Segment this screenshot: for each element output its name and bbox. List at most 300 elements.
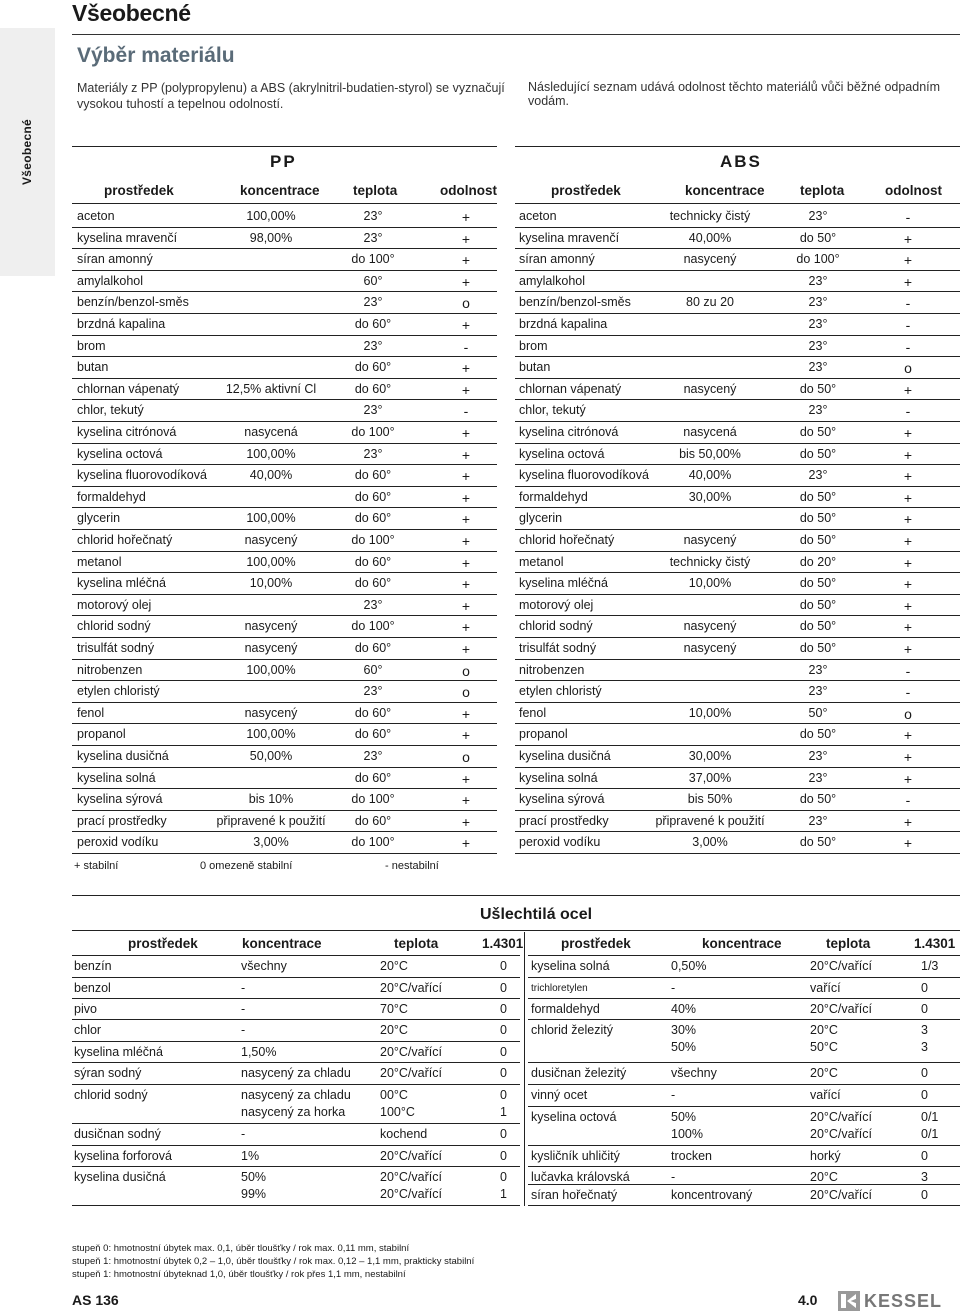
abs-cell-concentration: nasycená <box>683 425 737 439</box>
steel-title: Ušlechtilá ocel <box>480 906 593 923</box>
footnotes <box>72 1242 474 1281</box>
pp-cell-medium: nitrobenzen <box>77 662 143 677</box>
abs-cell-temperature: 23° <box>808 770 828 785</box>
abs-cell-resistance: + <box>903 273 913 290</box>
pp-cell-medium: formaldehyd <box>77 489 146 504</box>
pp-cell-concentration: 100,00% <box>246 511 296 526</box>
pp-cell-concentration: 100,00% <box>246 662 296 677</box>
steel-left-cell-temperature: 20°C/vařící <box>380 1045 442 1059</box>
abs-cell-temperature: 23° <box>808 273 828 288</box>
pp-cell-resistance: + <box>461 209 471 225</box>
steel-right-cell-concentration: koncentrovaný <box>671 1188 753 1202</box>
abs-cell-resistance: + <box>903 425 913 441</box>
section-heading: Výběr materiálu <box>77 44 235 67</box>
steel-right-cell-concentration: 0,50% <box>671 959 707 973</box>
steel-bottom-rule-right <box>528 1205 960 1206</box>
steel-right-cell-concentration: všechny <box>671 1066 717 1080</box>
steel-right-cell-medium: kyselina solná <box>531 959 610 973</box>
steel-left-cell-medium: chlor <box>74 1023 102 1037</box>
pp-cell-medium: peroxid vodíku <box>77 835 159 850</box>
abs-cell-medium: kyselina mléčná <box>519 576 608 591</box>
steel-right-cell-medium: dusičnan železitý <box>531 1066 627 1080</box>
pp-cell-medium: brzdná kapalina <box>77 317 166 331</box>
steel-right-cell-grade: 0 <box>921 981 928 995</box>
steel-column-divider <box>524 932 525 1206</box>
abs-cell-concentration: nasycený <box>683 619 737 634</box>
table-row <box>0 205 960 226</box>
abs-cell-concentration: 80 zu 20 <box>686 295 734 310</box>
pp-cell-resistance: + <box>461 360 471 377</box>
abs-cell-temperature: 23° <box>808 662 828 677</box>
abs-cell-resistance: + <box>903 511 913 528</box>
steel-left-cell-temperature: 70°C <box>380 1002 408 1016</box>
abs-cell-medium: kyselina mravenčí <box>519 230 620 245</box>
abs-cell-medium: síran amonný <box>519 252 595 267</box>
abs-header-rule <box>515 203 960 204</box>
table-row <box>0 680 960 701</box>
steel-right-cell-concentration: - <box>671 1170 676 1184</box>
pp-cell-resistance: + <box>461 489 471 506</box>
abs-cell-temperature: 23° <box>808 209 828 223</box>
steel-right-cell-temperature: 20°C/vařící <box>810 1188 872 1202</box>
pp-cell-temperature: 23° <box>363 749 383 763</box>
pp-cell-resistance: o <box>462 295 470 312</box>
legend-unstable: - nestabilní <box>385 860 439 872</box>
table-row <box>0 615 960 636</box>
steel-left-cell-grade: 0 1 <box>500 1170 507 1201</box>
abs-cell-temperature: do 50° <box>799 425 837 439</box>
pp-header-medium: prostředek <box>104 183 174 198</box>
pp-cell-concentration: připravené k použití <box>216 813 326 828</box>
steel-right-cell-medium: trichloretylen <box>531 983 588 994</box>
pp-cell-resistance: + <box>461 317 471 333</box>
intro-right: Následující seznam udává odolnost těchto materiálů vůči běžné odpadním vodám. <box>528 80 941 108</box>
abs-cell-concentration: bis 50,00% <box>679 446 741 461</box>
pp-title: PP <box>270 152 297 171</box>
row-divider <box>72 1123 520 1124</box>
legend-stable: + stabilní <box>74 860 119 872</box>
row-divider <box>528 1166 960 1167</box>
row-divider <box>72 1084 520 1085</box>
steel-left-cell-medium: kyselina dusičná <box>74 1170 166 1184</box>
row-divider <box>72 977 520 978</box>
table-row <box>0 227 960 248</box>
steel-right-cell-grade: 3 <box>921 1170 928 1184</box>
abs-cell-medium: benzín/benzol-směs <box>519 295 631 310</box>
intro-left: Materiály z PP (polypropylenu) a ABS (akrylnitril-budatien-styrol) se vyznačují vysokou tuhostí a tepelnou odolností. <box>77 81 505 111</box>
row-divider <box>72 853 497 854</box>
steel-left-cell-medium: chlorid sodný <box>74 1088 148 1102</box>
steel-left-cell-temperature: 20°C/vařící <box>380 981 442 995</box>
pp-cell-resistance: + <box>461 252 471 269</box>
footnote: stupeň 0: hmotnostní úbytek max. 0,1, úběr tloušťky / rok max. 0,11 mm, stabilní <box>72 1243 410 1254</box>
abs-cell-concentration: 10,00% <box>688 705 732 720</box>
table-row <box>0 810 960 831</box>
steel-right-cell-grade: 3 3 <box>921 1023 928 1054</box>
row-divider <box>515 853 960 854</box>
abs-cell-concentration: nasycený <box>683 533 737 547</box>
pp-header-concentration: koncentrace <box>240 183 320 198</box>
row-divider <box>72 1041 520 1042</box>
pp-cell-temperature: do 100° <box>351 619 395 634</box>
pp-cell-medium: metanol <box>77 554 122 569</box>
abs-cell-concentration: 40,00% <box>688 230 732 245</box>
pp-cell-temperature: do 60° <box>354 381 392 396</box>
abs-cell-temperature: do 50° <box>799 230 837 245</box>
steel-left-header-concentration: koncentrace <box>242 936 322 951</box>
steel-right-cell-concentration: 50% 100% <box>671 1110 703 1141</box>
abs-cell-concentration: technicky čistý <box>669 209 751 223</box>
abs-cell-resistance: + <box>903 749 913 765</box>
steel-right-header-grade: 1.4301 <box>914 936 956 951</box>
steel-left-cell-temperature: kochend <box>380 1127 428 1141</box>
row-divider <box>528 1062 960 1063</box>
steel-right-cell-medium: síran hořečnatý <box>531 1188 618 1202</box>
pp-cell-resistance: + <box>461 533 471 549</box>
pp-cell-temperature: 23° <box>363 209 383 223</box>
steel-right-cell-medium: chlorid železitý <box>531 1023 613 1037</box>
abs-cell-medium: prací prostředky <box>519 813 609 828</box>
abs-cell-temperature: do 50° <box>799 489 837 504</box>
abs-cell-concentration: bis 50% <box>687 792 733 807</box>
footnote: stupeň 1: hmotnostní úbytek 0,2 – 1,0, úběr tloušťky / rok max. 0,12 – 1,1 mm, prakticky stabilní <box>72 1256 475 1267</box>
steel-left-cell-grade: 0 <box>500 959 507 973</box>
abs-cell-medium: chlorid sodný <box>519 619 593 634</box>
abs-cell-resistance: + <box>903 641 913 657</box>
abs-cell-resistance: + <box>903 468 913 485</box>
table-row <box>0 464 960 485</box>
pp-cell-concentration: 100,00% <box>246 209 296 223</box>
abs-cell-medium: kyselina solná <box>519 770 598 785</box>
table-row <box>0 421 960 442</box>
pp-cell-resistance: + <box>461 792 471 809</box>
pp-cell-medium: motorový olej <box>77 597 152 612</box>
steel-right-cell-temperature: horký <box>810 1149 841 1163</box>
steel-bottom-rule-left <box>72 1205 520 1206</box>
pp-cell-temperature: do 60° <box>354 468 392 483</box>
row-divider <box>528 998 960 999</box>
pp-cell-resistance: - <box>463 403 469 420</box>
abs-cell-medium: peroxid vodíku <box>519 835 601 850</box>
abs-cell-medium: metanol <box>519 554 564 569</box>
pp-cell-medium: chlor, tekutý <box>77 403 144 418</box>
pp-cell-temperature: 23° <box>363 295 383 310</box>
pp-cell-resistance: + <box>461 705 471 722</box>
pp-cell-resistance: - <box>463 338 469 355</box>
steel-right-header-concentration: koncentrace <box>702 936 782 951</box>
abs-cell-concentration: 37,00% <box>688 770 732 785</box>
pp-cell-temperature: do 60° <box>354 770 392 785</box>
pp-cell-concentration: 100,00% <box>246 727 296 742</box>
pp-cell-medium: kyselina mléčná <box>77 576 166 591</box>
pp-cell-medium: etylen chloristý <box>77 684 160 699</box>
row-divider <box>528 1106 960 1107</box>
pp-cell-temperature: 23° <box>363 338 383 353</box>
abs-cell-temperature: 23° <box>808 684 828 699</box>
steel-right-cell-temperature: 20°C 50°C <box>810 1023 838 1054</box>
pp-cell-concentration: nasycená <box>244 425 298 439</box>
steel-left-cell-concentration: 1% <box>241 1149 260 1163</box>
pp-cell-medium: kyselina octová <box>77 446 163 461</box>
steel-left-header-grade: 1.4301 <box>482 936 524 951</box>
row-divider <box>72 1062 520 1063</box>
abs-cell-temperature: 50° <box>808 705 828 720</box>
kessel-logo <box>838 1290 942 1312</box>
pp-cell-resistance: + <box>461 813 471 830</box>
steel-right-cell-grade: 0 <box>921 1149 928 1163</box>
abs-cell-temperature: do 100° <box>796 252 840 267</box>
pp-cell-medium: benzín/benzol-směs <box>77 295 189 310</box>
abs-cell-temperature: 23° <box>808 468 828 483</box>
pp-cell-temperature: do 60° <box>354 511 392 526</box>
steel-right-cell-grade: 0 <box>921 1088 928 1102</box>
pp-cell-resistance: + <box>461 597 471 614</box>
abs-cell-temperature: 23° <box>808 403 828 418</box>
footnote: stupeň 1: hmotnostní úbyteknad 1,0, úběr tloušťky / rok přes 1,1 mm, nestabilní <box>72 1269 406 1280</box>
pp-cell-temperature: 23° <box>363 684 383 699</box>
table-row <box>0 831 960 852</box>
steel-right-cell-temperature: 20°C <box>810 1170 838 1184</box>
pp-cell-temperature: do 60° <box>354 727 392 742</box>
abs-cell-resistance: - <box>905 209 911 225</box>
pp-cell-temperature: do 100° <box>351 835 395 850</box>
steel-left-header-temperature: teplota <box>394 936 439 951</box>
steel-left-cell-concentration: 1,50% <box>241 1045 277 1059</box>
pp-header-temperature: teplota <box>353 183 398 198</box>
steel-left-cell-grade: 0 <box>500 1045 507 1059</box>
steel-left-cell-temperature: 00°C 100°C <box>380 1088 415 1119</box>
document-code: AS 136 <box>72 1292 119 1308</box>
table-row <box>0 399 960 420</box>
steel-right-cell-temperature: 20°C <box>810 1066 838 1080</box>
pp-cell-resistance: + <box>461 727 471 744</box>
table-row <box>0 529 960 550</box>
abs-header-medium: prostředek <box>551 183 621 198</box>
row-divider <box>528 1184 960 1185</box>
pp-cell-temperature: do 60° <box>354 813 392 828</box>
pp-cell-resistance: + <box>461 273 471 290</box>
steel-left-cell-concentration: - <box>241 981 246 995</box>
table-row <box>0 378 960 399</box>
abs-cell-medium: nitrobenzen <box>519 662 585 677</box>
pp-cell-temperature: do 100° <box>351 252 395 267</box>
abs-cell-medium: formaldehyd <box>519 489 588 504</box>
pp-cell-medium: kyselina solná <box>77 770 156 785</box>
abs-cell-medium: kyselina sýrová <box>519 792 605 807</box>
pp-cell-concentration: 98,00% <box>249 230 293 245</box>
steel-left-cell-medium: benzín <box>74 959 112 973</box>
abs-cell-medium: glycerin <box>519 511 563 526</box>
abs-cell-temperature: do 50° <box>799 511 837 526</box>
steel-right-cell-concentration: trocken <box>671 1149 712 1163</box>
pp-cell-resistance: + <box>461 425 471 441</box>
steel-right-cell-medium: formaldehyd <box>531 1002 600 1016</box>
pp-cell-resistance: + <box>461 554 471 571</box>
abs-cell-temperature: do 50° <box>799 381 837 396</box>
pp-cell-concentration: nasycený <box>244 641 298 655</box>
abs-cell-resistance: + <box>903 446 913 463</box>
pp-cell-medium: propanol <box>77 727 126 742</box>
pp-cell-medium: kyselina mravenčí <box>77 230 178 245</box>
table-row <box>0 270 960 291</box>
pp-cell-resistance: o <box>462 684 470 701</box>
abs-cell-medium: brom <box>519 338 548 353</box>
pp-cell-medium: chlorid sodný <box>77 619 151 634</box>
steel-left-cell-temperature: 20°C <box>380 959 408 973</box>
kessel-logo-icon <box>838 1291 860 1311</box>
abs-cell-medium: motorový olej <box>519 597 594 612</box>
abs-cell-temperature: 23° <box>808 317 828 331</box>
row-divider <box>528 1084 960 1085</box>
abs-top-rule <box>515 146 960 147</box>
table-row <box>0 659 960 680</box>
table-row <box>0 637 960 658</box>
pp-cell-temperature: do 60° <box>354 317 392 331</box>
steel-right-header-medium: prostředek <box>561 936 631 951</box>
table-row <box>0 507 960 528</box>
abs-cell-temperature: do 50° <box>799 619 837 634</box>
steel-left-cell-medium: dusičnan sodný <box>74 1127 161 1141</box>
abs-cell-resistance: + <box>903 230 913 247</box>
abs-cell-medium: etylen chloristý <box>519 684 602 699</box>
pp-cell-medium: prací prostředky <box>77 813 167 828</box>
steel-left-cell-concentration: - <box>241 1002 246 1016</box>
pp-cell-concentration: 3,00% <box>253 835 289 850</box>
pp-cell-temperature: do 100° <box>351 533 395 547</box>
abs-cell-medium: kyselina dusičná <box>519 749 611 763</box>
pp-cell-concentration: 100,00% <box>246 446 296 461</box>
row-divider <box>528 955 960 956</box>
steel-left-cell-grade: 0 <box>500 1149 507 1163</box>
abs-cell-resistance: + <box>903 727 913 744</box>
abs-header-concentration: koncentrace <box>685 183 765 198</box>
abs-title: ABS <box>720 152 762 171</box>
abs-cell-medium: chlorid hořečnatý <box>519 533 615 547</box>
abs-cell-resistance: - <box>905 684 911 701</box>
table-row <box>0 745 960 766</box>
abs-cell-temperature: do 50° <box>799 792 837 807</box>
abs-cell-temperature: 23° <box>808 295 828 310</box>
abs-cell-resistance: - <box>905 295 911 312</box>
side-tab-label: Všeobecné <box>20 118 35 186</box>
steel-right-cell-concentration: - <box>671 981 676 995</box>
abs-cell-temperature: do 50° <box>799 727 837 742</box>
abs-cell-concentration: 40,00% <box>688 468 732 483</box>
steel-top-rule <box>72 895 960 896</box>
steel-right-cell-concentration: 30% 50% <box>671 1023 697 1054</box>
abs-cell-concentration: nasycený <box>683 381 737 396</box>
abs-cell-resistance: o <box>904 360 912 377</box>
abs-cell-medium: aceton <box>519 209 557 223</box>
pp-cell-concentration: nasycený <box>244 533 298 547</box>
steel-left-cell-grade: 0 <box>500 1002 507 1016</box>
abs-cell-resistance: - <box>905 338 911 355</box>
steel-left-cell-medium: kyselina forforová <box>74 1149 172 1163</box>
pp-header-resistance: odolnost <box>440 183 497 198</box>
steel-right-cell-temperature: 20°C/vařící <box>810 959 872 973</box>
abs-cell-resistance: + <box>903 576 913 593</box>
abs-cell-resistance: + <box>903 554 913 571</box>
steel-right-cell-grade: 0/1 0/1 <box>921 1110 939 1141</box>
pp-header-rule <box>72 203 497 204</box>
table-row <box>0 291 960 312</box>
steel-left-cell-temperature: 20°C/vařící <box>380 1149 442 1163</box>
steel-left-cell-temperature: 20°C <box>380 1023 408 1037</box>
pp-cell-temperature: do 60° <box>354 641 392 655</box>
pp-cell-medium: aceton <box>77 209 115 223</box>
abs-cell-resistance: + <box>903 597 913 614</box>
abs-cell-temperature: do 50° <box>799 533 837 547</box>
abs-cell-resistance: + <box>903 770 913 787</box>
steel-title-rule <box>72 930 960 931</box>
abs-cell-medium: kyselina citrónová <box>519 425 619 439</box>
table-row <box>0 572 960 593</box>
table-row <box>0 767 960 788</box>
steel-left-cell-temperature: 20°C/vařící <box>380 1066 442 1080</box>
steel-right-cell-temperature: vařící <box>810 1088 841 1102</box>
abs-cell-temperature: 23° <box>808 360 828 375</box>
steel-right-cell-medium: lučavka královská <box>531 1170 630 1184</box>
pp-cell-temperature: do 60° <box>354 576 392 591</box>
abs-cell-medium: kyselina fluorovodíková <box>519 468 649 483</box>
pp-cell-temperature: 23° <box>363 446 383 461</box>
table-row <box>0 248 960 269</box>
row-divider <box>528 1019 960 1020</box>
steel-right-cell-concentration: 40% <box>671 1002 697 1016</box>
steel-left-header-medium: prostředek <box>128 936 198 951</box>
row-divider <box>528 977 960 978</box>
steel-right-cell-grade: 1/3 <box>921 959 939 973</box>
steel-right-cell-concentration: - <box>671 1088 676 1102</box>
steel-right-cell-grade: 0 <box>921 1188 928 1202</box>
abs-cell-medium: chlor, tekutý <box>519 403 586 418</box>
pp-cell-medium: fenol <box>77 705 105 720</box>
abs-cell-concentration: 30,00% <box>688 489 732 504</box>
kessel-logo-text: KESSEL <box>864 1290 943 1311</box>
steel-left-cell-grade: 0 <box>500 1127 507 1141</box>
table-row <box>0 313 960 334</box>
steel-right-cell-medium: kysličník uhličitý <box>531 1149 620 1163</box>
abs-cell-concentration: 3,00% <box>692 835 728 850</box>
table-row <box>0 594 960 615</box>
row-divider <box>528 1145 960 1146</box>
steel-left-cell-temperature: 20°C/vařící 20°C/vařící <box>380 1170 442 1201</box>
steel-left-cell-medium: kyselina mléčná <box>74 1045 163 1059</box>
abs-cell-temperature: 23° <box>808 749 828 763</box>
steel-left-cell-medium: benzol <box>74 981 111 995</box>
abs-cell-medium: kyselina octová <box>519 446 605 461</box>
page-number: 4.0 <box>798 1292 818 1308</box>
pp-cell-temperature: do 60° <box>354 489 392 504</box>
pp-top-rule <box>72 146 497 147</box>
abs-cell-resistance: + <box>903 835 913 852</box>
pp-cell-concentration: nasycený <box>244 705 298 720</box>
steel-right-cell-medium: vinný ocet <box>531 1088 588 1102</box>
abs-cell-resistance: o <box>904 705 912 722</box>
steel-right-header-temperature: teplota <box>826 936 871 951</box>
abs-cell-resistance: + <box>903 813 913 830</box>
row-divider <box>72 955 520 956</box>
row-divider <box>72 1019 520 1020</box>
steel-left-cell-concentration: - <box>241 1127 246 1141</box>
abs-cell-medium: brzdná kapalina <box>519 317 608 331</box>
steel-right-cell-grade: 0 <box>921 1002 928 1016</box>
abs-cell-concentration: nasycený <box>683 252 737 267</box>
pp-cell-concentration: 10,00% <box>249 576 293 591</box>
steel-left-cell-medium: sýran sodný <box>74 1066 142 1080</box>
table-row <box>0 486 960 507</box>
abs-cell-medium: trisulfát sodný <box>519 641 597 655</box>
